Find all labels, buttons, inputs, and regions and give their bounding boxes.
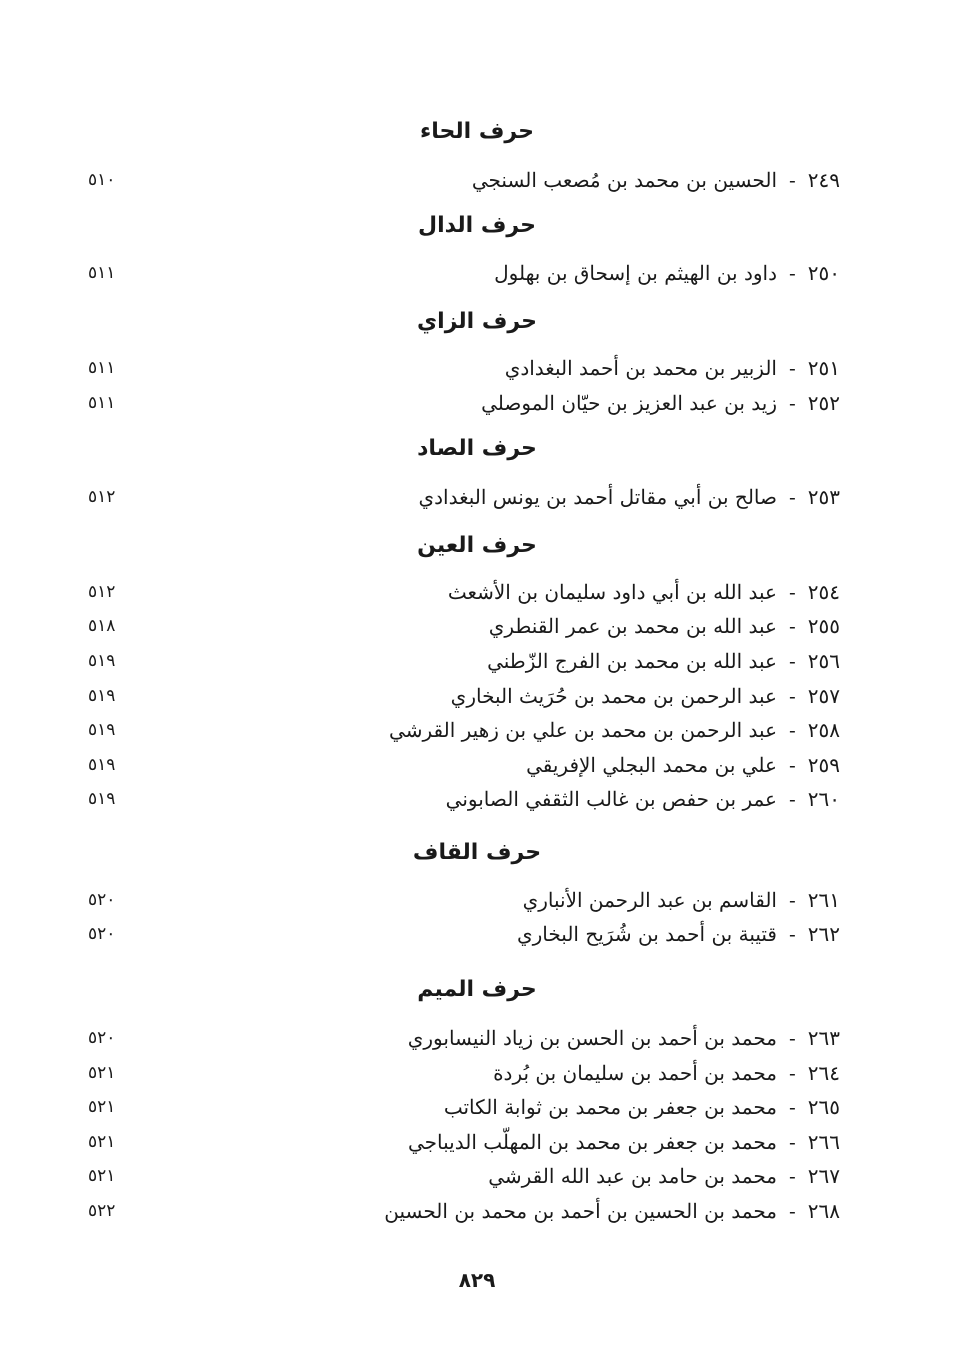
entry-page: ٥١٩ (88, 789, 116, 809)
entry-page: ٥٢١ (88, 1166, 116, 1186)
entry-text (489, 610, 840, 642)
index-entry (0, 481, 954, 513)
index-entry (0, 387, 954, 419)
entry-number: ٢٦٢ (807, 922, 840, 946)
entry-dash: - (789, 580, 796, 604)
entry-page: ٥١٠ (88, 170, 116, 190)
entry-dash: - (789, 753, 796, 777)
entry-dash: - (789, 1164, 796, 1188)
entry-name: محمد بن جعفر بن محمد بن ثوابة الكاتب (443, 1095, 777, 1119)
index-entry (0, 610, 954, 642)
entry-text (481, 387, 840, 419)
index-entry (0, 918, 954, 950)
entry-text (488, 1160, 840, 1192)
index-entry (0, 1057, 954, 1089)
index-entry (0, 645, 954, 677)
entry-page: ٥٢١ (88, 1063, 116, 1083)
entry-page: ٥١١ (88, 358, 116, 378)
entry-number: ٢٦٧ (807, 1164, 840, 1188)
entry-dash: - (789, 684, 796, 708)
entry-text (448, 576, 840, 608)
entry-text (523, 884, 840, 916)
entry-number: ٢٥٣ (807, 485, 840, 509)
section-heading: حرف العين (417, 533, 537, 558)
entry-number: ٢٥١ (807, 356, 840, 380)
entry-name: القاسم بن عبد الرحمن الأنباري (522, 888, 777, 912)
section-heading: حرف الميم (417, 977, 537, 1002)
entry-name: علي بن محمد البجلي الإفريقي (526, 753, 777, 777)
entry-text (472, 164, 840, 196)
index-entry (0, 783, 954, 815)
entry-number: ٢٦٠ (807, 787, 840, 811)
entry-page: ٥١١ (88, 263, 116, 283)
entry-dash: - (789, 1095, 796, 1119)
entry-text (389, 714, 840, 746)
entry-text (444, 1091, 840, 1123)
entry-dash: - (789, 718, 796, 742)
entry-dash: - (789, 1130, 796, 1154)
section-heading: حرف الزاي (417, 309, 537, 334)
section-heading: حرف الصاد (417, 436, 537, 461)
entry-dash: - (789, 485, 796, 509)
entry-number: ٢٦٤ (807, 1061, 840, 1085)
entry-text (408, 1022, 840, 1054)
entry-number: ٢٦٨ (807, 1199, 840, 1223)
entry-text (446, 783, 840, 815)
index-entry (0, 680, 954, 712)
entry-number: ٢٥٩ (807, 753, 840, 777)
entry-page: ٥٢١ (88, 1097, 116, 1117)
section-heading: حرف الدال (418, 213, 536, 238)
entry-name: عبد الله بن محمد بن الفرج الزّطني (487, 649, 777, 673)
entry-dash: - (789, 1061, 796, 1085)
entry-dash: - (789, 1026, 796, 1050)
entry-name: محمد بن حامد بن عبد الله القرشي (488, 1164, 777, 1188)
entry-page: ٥١٩ (88, 755, 116, 775)
entry-number: ٢٦٥ (807, 1095, 840, 1119)
entry-number: ٢٥٦ (807, 649, 840, 673)
index-entry (0, 352, 954, 384)
entry-name: عبد الله بن أبي داود سليمان بن الأشعث (447, 580, 777, 604)
entry-text (451, 680, 840, 712)
entry-dash: - (789, 614, 796, 638)
page-number: ٨٢٩ (458, 1268, 496, 1292)
entry-text (494, 257, 840, 289)
entry-page: ٥١٢ (88, 487, 116, 507)
entry-text (526, 749, 840, 781)
entry-text (517, 918, 840, 950)
entry-dash: - (789, 649, 796, 673)
entry-page: ٥١٩ (88, 686, 116, 706)
entry-page: ٥١٢ (88, 582, 116, 602)
entry-name: محمد بن أحمد بن سليمان بن بُردة (493, 1061, 777, 1085)
entry-number: ٢٤٩ (807, 168, 840, 192)
entry-name: الزبير بن محمد بن أحمد البغدادي (504, 356, 777, 380)
entry-number: ٢٥٥ (807, 614, 840, 638)
entry-number: ٢٥٢ (807, 391, 840, 415)
entry-page: ٥١٩ (88, 651, 116, 671)
entry-page: ٥٢٢ (88, 1201, 116, 1221)
entry-text (487, 645, 840, 677)
entry-page: ٥١١ (88, 393, 116, 413)
entry-dash: - (789, 922, 796, 946)
entry-name: زيد بن عبد العزيز بن حيّان الموصلي (481, 391, 777, 415)
entry-name: عبد الله بن محمد بن عمر القنطري (488, 614, 777, 638)
entry-dash: - (789, 261, 796, 285)
index-entry (0, 164, 954, 196)
entry-text (384, 1195, 840, 1227)
entry-name: محمد بن أحمد بن الحسن بن زياد النيسابوري (407, 1026, 777, 1050)
entry-name: الحسين بن محمد بن مُصعب السنجي (471, 168, 777, 192)
entry-dash: - (789, 168, 796, 192)
entry-number: ٢٦٣ (807, 1026, 840, 1050)
entry-text (408, 1126, 840, 1158)
entry-number: ٢٥٨ (807, 718, 840, 742)
entry-number: ٢٥٠ (807, 261, 840, 285)
entry-name: داود بن الهيثم بن إسحاق بن بهلول (494, 261, 777, 285)
entry-name: محمد بن جعفر بن محمد بن المهلّب الديباجي (408, 1130, 777, 1154)
entry-number: ٢٦٦ (807, 1130, 840, 1154)
entry-name: صالح بن أبي مقاتل أحمد بن يونس البغدادي (418, 485, 777, 509)
entry-text (419, 481, 841, 513)
entry-name: عمر بن حفص بن غالب الثقفي الصابوني (445, 787, 777, 811)
entry-name: قتيبة بن أحمد بن شُرَيح البخاري (516, 922, 777, 946)
entry-page: ٥٢١ (88, 1132, 116, 1152)
entry-page: ٥٢٠ (88, 890, 116, 910)
entry-name: عبد الرحمن بن محمد بن علي بن زهير القرشي (389, 718, 777, 742)
entry-text (493, 1057, 840, 1089)
entry-page: ٥٢٠ (88, 1028, 116, 1048)
index-entry (0, 714, 954, 746)
entry-dash: - (789, 787, 796, 811)
entry-name: عبد الرحمن بن محمد بن حُرَيث البخاري (450, 684, 777, 708)
entry-number: ٢٥٤ (807, 580, 840, 604)
section-heading: حرف الحاء (420, 119, 534, 144)
index-entry (0, 1126, 954, 1158)
entry-number: ٢٥٧ (807, 684, 840, 708)
entry-dash: - (789, 1199, 796, 1223)
entry-dash: - (789, 888, 796, 912)
entry-dash: - (789, 356, 796, 380)
index-entry (0, 1195, 954, 1227)
entry-number: ٢٦١ (807, 888, 840, 912)
entry-page: ٥١٩ (88, 720, 116, 740)
entry-text (505, 352, 840, 384)
index-entry (0, 1091, 954, 1123)
index-entry (0, 257, 954, 289)
entry-page: ٥٢٠ (88, 924, 116, 944)
entry-dash: - (789, 391, 796, 415)
index-entry (0, 576, 954, 608)
index-entry (0, 1160, 954, 1192)
section-heading: حرف القاف (412, 840, 542, 865)
entry-name: محمد بن الحسين بن أحمد بن محمد بن الحسين (384, 1199, 777, 1223)
index-entry (0, 749, 954, 781)
index-entry (0, 884, 954, 916)
entry-page: ٥١٨ (88, 616, 116, 636)
index-entry (0, 1022, 954, 1054)
